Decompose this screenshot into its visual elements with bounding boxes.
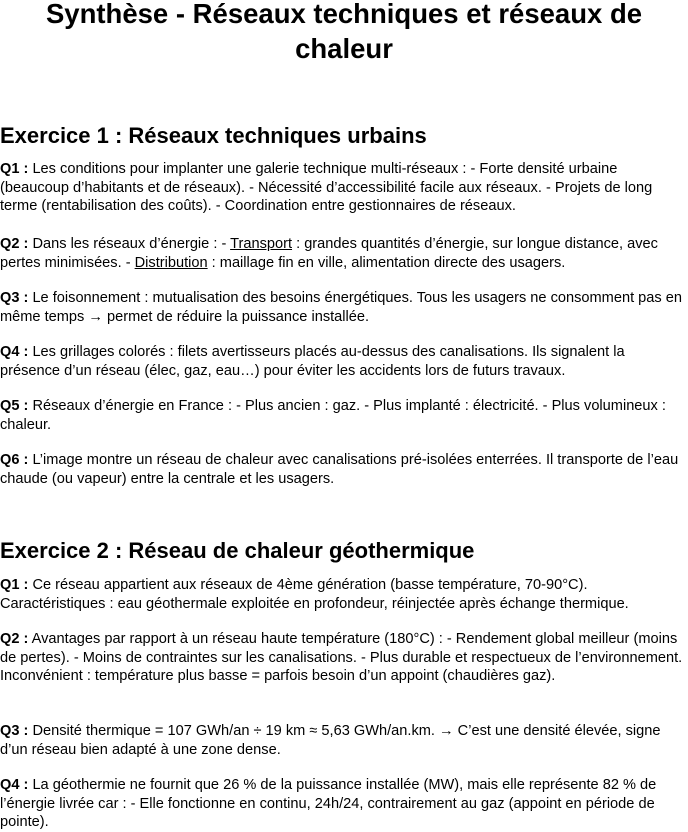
ex2-q4-paragraph [0, 776, 686, 832]
question-label: Q2 : [0, 631, 29, 647]
underlined-term-transport: Transport [230, 236, 293, 252]
ex1-q4-paragraph [0, 343, 686, 380]
ex1-q3-paragraph [0, 289, 686, 326]
answer-text: Les grillages colorés : filets avertisseurs placés au-dessus des canalisations. Ils signalent la présence d’un réseau (élec, gaz, eau…) pour éviter les accidents lors de futurs travaux. [0, 344, 625, 379]
answer-text: Réseaux d’énergie en France : - Plus ancien : gaz. - Plus implanté : électricité. - Plus volumineux : chaleur. [0, 398, 666, 433]
answer-text: Densité thermique = 107 GWh/an ÷ 19 km ≈ 5,63 GWh/an.km. → C’est une densité élevée, signe d’un réseau bien adapté à une zone dense. [0, 723, 661, 758]
answer-text: Les conditions pour implanter une galerie technique multi-réseaux : - Forte densité urbaine (beaucoup d’habitants et de réseaux). - Nécessité d’accessibilité facile aux réseaux. - Projets de long terme (rentabilisation des coûts). - Coordination entre gestionnaires de réseaux. [0, 161, 653, 215]
ex1-q6-paragraph [0, 451, 686, 488]
question-label: Q4 : [0, 344, 29, 360]
question-label: Q3 : [0, 723, 29, 739]
exercise-2-heading: Exercice 2 : Réseau de chaleur géothermique [0, 538, 475, 563]
question-label: Q2 : [0, 236, 29, 252]
ex2-q3-paragraph [0, 722, 686, 759]
ex1-q5-paragraph [0, 397, 686, 434]
question-label: Q3 : [0, 290, 29, 306]
answer-text: : grandes quantités d’énergie, sur longue distance, avec pertes minimisées. - [0, 236, 658, 271]
ex1-q1-paragraph [0, 160, 686, 216]
underlined-term-distribution: Distribution [134, 254, 208, 271]
exercise-1-heading: Exercice 1 : Réseaux techniques urbains [0, 123, 427, 148]
answer-text: L’image montre un réseau de chaleur avec canalisations pré-isolées enterrées. Il transporte de l’eau chaude (ou vapeur) entre la centrale et les usagers. [0, 452, 679, 487]
answer-text: Avantages par rapport à un réseau haute température (180°C) : - Rendement global meilleur (moins de pertes). - Moins de contraintes sur les canalisations. - Plus durable et respectueux de l’environnement. Inconvénient : température plus basse = parfois besoin d’un appoint (chaudières gaz). [0, 631, 683, 685]
question-label: Q1 : [0, 161, 29, 177]
answer-text: Le foisonnement : mutualisation des besoins énergétiques. Tous les usagers ne consomment pas en même temps → permet de réduire la puissance installée. [0, 290, 682, 325]
answer-text: Ce réseau appartient aux réseaux de 4ème génération (basse température, 70-90°C). Caractéristiques : eau géothermale exploitée en profondeur, réinjectée après échange thermique. [0, 577, 629, 612]
ex1-q2-paragraph [0, 235, 686, 272]
question-label: Q6 : [0, 452, 29, 468]
question-label: Q1 : [0, 577, 29, 593]
answer-text: Dans les réseaux d’énergie : - [28, 236, 231, 252]
answer-text: : maillage fin en ville, alimentation directe des usagers. [207, 254, 566, 271]
answer-text: La géothermie ne fournit que 26 % de la puissance installée (MW), mais elle représente 82 % de l’énergie livrée car : - Elle fonctionne en continu, 24h/24, contrairement au gaz (appoint en période de pointe). [0, 777, 657, 831]
question-label: Q4 : [0, 777, 29, 793]
ex2-q1-paragraph [0, 576, 686, 613]
question-label: Q5 : [0, 398, 29, 414]
ex2-q2-paragraph [0, 630, 686, 686]
document-title: Synthèse - Réseaux techniques et réseaux de chaleur [45, 0, 643, 64]
